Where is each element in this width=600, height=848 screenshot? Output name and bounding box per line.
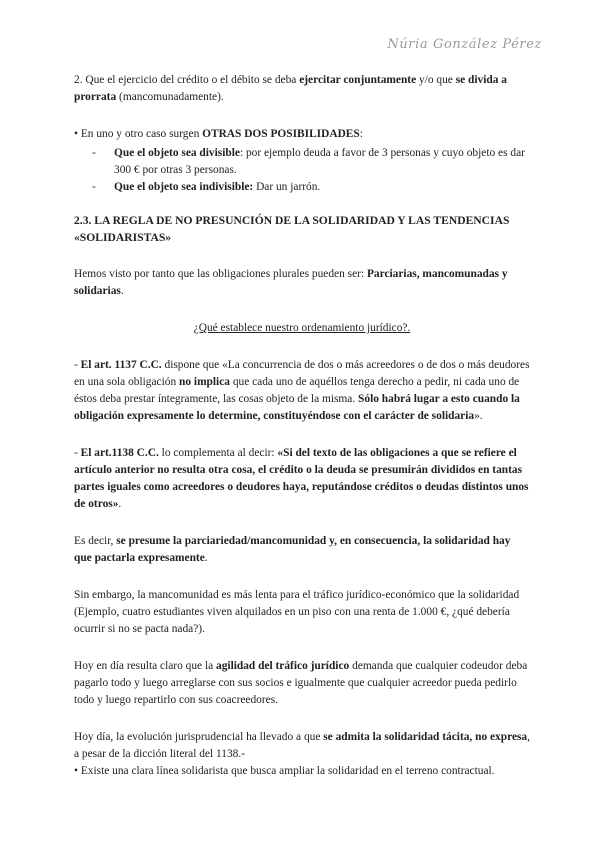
paragraph-two-possibilities: • En uno y otro caso surgen OTRAS DOS POSIBILIDADES: xyxy=(74,128,363,140)
paragraph-solidarist-line: • Existe una clara línea solidarista que busca ampliar la solidaridad en el terreno contractual. xyxy=(74,765,495,777)
possibilities-list xyxy=(74,145,530,196)
paragraph-plural-obligations: Hemos visto por tanto que las obligaciones plurales pueden ser: Parciarias, mancomunadas y solidarias. xyxy=(74,268,508,297)
paragraph-jurisprudence: Hoy día, la evolución jurisprudencial ha llevado a que se admita la solidaridad tácita, no expresa, a pesar de la dicción literal del 1138.- xyxy=(74,731,530,760)
author-name: Núria González Pérez xyxy=(387,37,542,52)
section-heading: 2.3. LA REGLA DE NO PRESUNCIÓN DE LA SOLIDARIDAD Y LAS TENDENCIAS «SOLIDARISTAS» xyxy=(74,214,510,244)
paragraph-agility: Hoy en día resulta claro que la agilidad del tráfico jurídico demanda que cualquier codeudor deba pagarlo todo y luego arreglarse con sus socios e igualmente que cualquier acreedor pueda pedirlo todo y luego repartirlo con sus coacreedores. xyxy=(74,660,528,706)
paragraph-art-1138: - El art.1138 C.C. lo complementa al decir: «Si del texto de las obligaciones a que se refiere el artículo anterior no resulta otra cosa, el crédito o la deuda se presumirán divididos en tantas partes iguales como acreedores o deudores haya, reputándose créditos o deudas distintos unos de otros». xyxy=(74,447,529,510)
list-item: - Que el objeto sea indivisible: Dar un jarrón. xyxy=(74,179,530,196)
document-body xyxy=(74,72,530,780)
paragraph-presumption: Es decir, se presume la parciariedad/mancomunidad y, en consecuencia, la solidaridad hay que pactarla expresamente. xyxy=(74,535,511,564)
paragraph-art-1137: - El art. 1137 C.C. dispone que «La concurrencia de dos o más acreedores o de dos o más deudores en una sola obligación no implica que cada uno de aquéllos tenga derecho a pedir, ni cada uno de éstos deba prestar íntegramente, las cosas objeto de la misma. Sólo habrá lugar a esto cuando la obligación expresamente lo determine, constituyéndose con el carácter de solidaria». xyxy=(74,359,530,422)
paragraph-condition-2: 2. Que el ejercicio del crédito o el débito se deba ejercitar conjuntamente y/o que se divida a prorrata (mancomunadamente). xyxy=(74,74,507,103)
question-heading: ¿Qué establece nuestro ordenamiento jurídico?. xyxy=(193,322,411,334)
list-item: - Que el objeto sea divisible: por ejemplo deuda a favor de 3 personas y cuyo objeto es dar 300 € por otras 3 personas. xyxy=(74,145,530,179)
paragraph-mancomunidad: Sin embargo, la mancomunidad es más lenta para el tráfico jurídico-económico que la solidaridad (Ejemplo, cuatro estudiantes viven alquilados en un piso con una renta de 1.000 €, ¿qué debería ocurrir si no se pacta nada?). xyxy=(74,589,520,635)
